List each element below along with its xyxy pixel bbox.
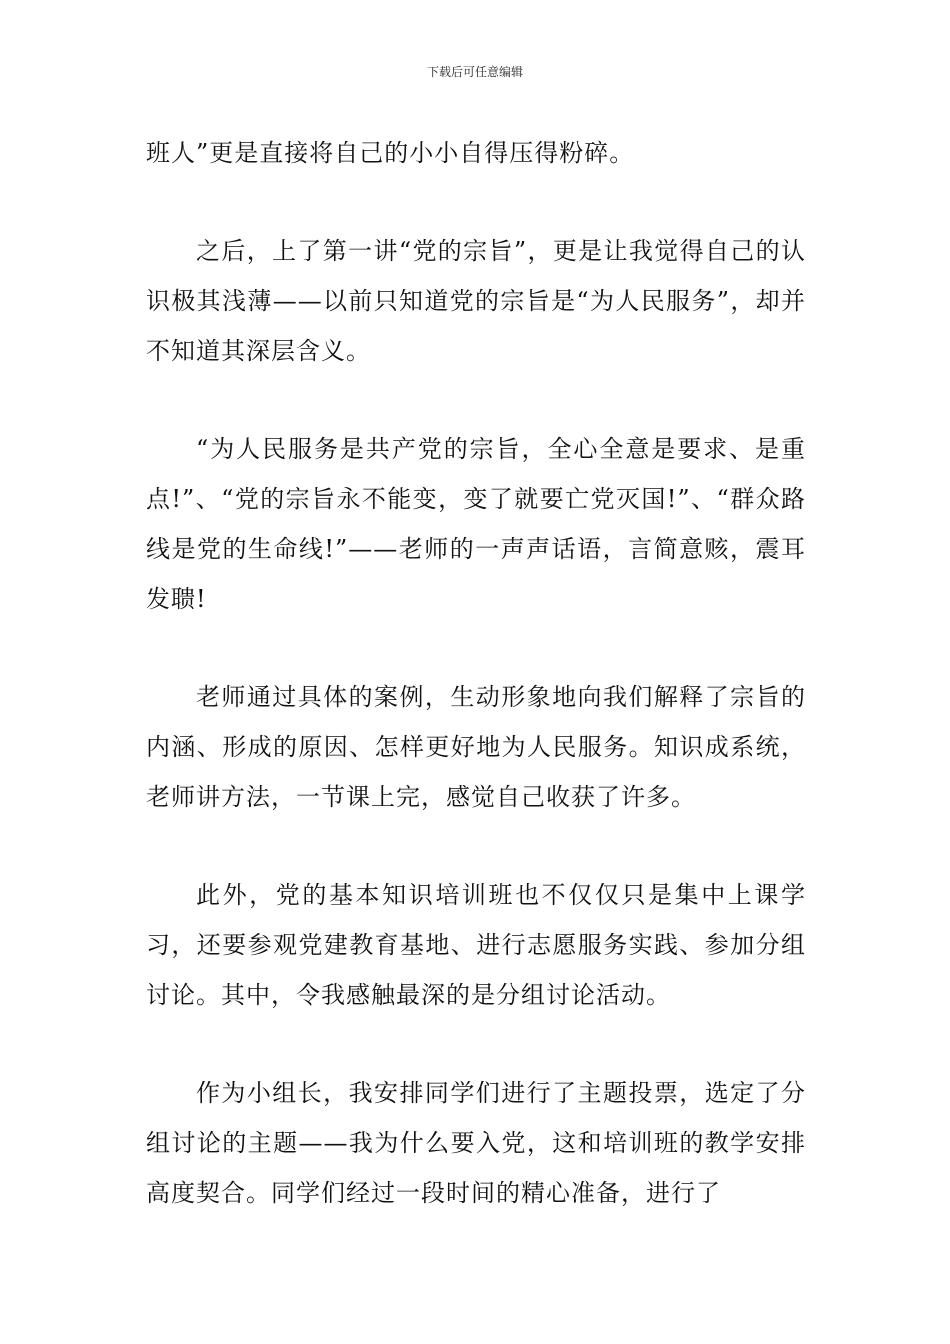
- page-header: 下载后可任意编辑: [426, 65, 523, 79]
- paragraph-continuation: 班人”更是直接将自己的小小自得压得粉碎。: [146, 139, 635, 167]
- paragraph: “为人民服务是共产党的宗旨，全心全意是要求、是重点!”、“党的宗旨永不能变，变了就要亡党灭国!”、“群众路线是党的生命线!”——老师的一声声话语，言简意赅，震耳发聩!: [146, 435, 806, 613]
- paragraph: 老师通过具体的案例，生动形象地向我们解释了宗旨的内涵、形成的原因、怎样更好地为人民服务。知识成系统，老师讲方法，一节课上完，感觉自己收获了许多。: [146, 683, 806, 811]
- paragraph: 作为小组长，我安排同学们进行了主题投票，选定了分组讨论的主题——我为什么要入党，这和培训班的教学安排高度契合。同学们经过一段时间的精心准备，进行了: [146, 1079, 806, 1207]
- paragraph: 此外，党的基本知识培训班也不仅仅只是集中上课学习，还要参观党建教育基地、进行志愿服务实践、参加分组讨论。其中，令我感触最深的是分组讨论活动。: [146, 881, 806, 1009]
- document-body: [146, 128, 806, 1218]
- paragraph: 之后，上了第一讲“党的宗旨”，更是让我觉得自己的认识极其浅薄——以前只知道党的宗旨是“为人民服务”，却并不知道其深层含义。: [146, 237, 806, 365]
